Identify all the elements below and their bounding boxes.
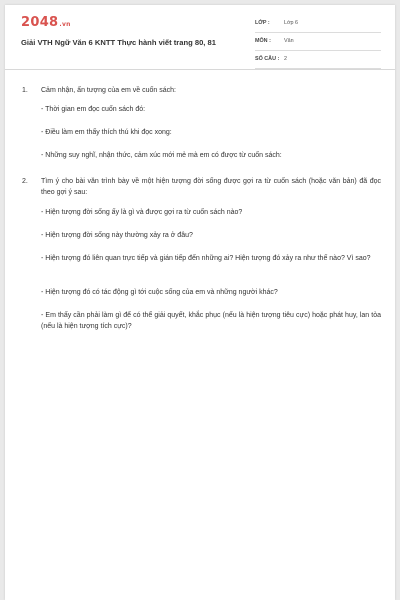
question-1-item-3: - Những suy nghĩ, nhận thức, cảm xúc mới mẻ mà em có được từ cuốn sách: (41, 152, 282, 159)
question-2-item-4: - Hiện tượng đó có tác động gì tới cuộc sống của em và những người khác? (41, 289, 278, 296)
meta-count-value: 2 (284, 56, 287, 62)
meta-subject-value: Văn (284, 38, 294, 44)
question-2-item-2: - Hiện tượng đời sống này thường xảy ra ở đâu? (41, 232, 193, 239)
logo-text: 2048 (21, 15, 59, 30)
document-page (5, 5, 395, 600)
question-2-item-1: - Hiện tượng đời sống ấy là gì và được gợi ra từ cuốn sách nào? (41, 209, 243, 216)
document-title: Giải VTH Ngữ Văn 6 KNTT Thực hành viết trang 80, 81 (21, 38, 216, 47)
site-logo[interactable] (21, 15, 71, 33)
meta-class-row (255, 17, 381, 33)
question-1-number: 1. (22, 87, 28, 94)
question-2-prompt: Tìm ý cho bài văn trình bày về một hiện tượng đời sống được gợi ra từ cuốn sách (hoặc văn bản) đã đọc theo gợi ý sau: (41, 178, 381, 196)
meta-count-label: SỐ CÂU : (255, 56, 280, 62)
question-1-prompt: Cảm nhận, ấn tượng của em về cuốn sách: (41, 87, 176, 94)
document-meta (255, 17, 381, 71)
header-divider (5, 69, 395, 70)
question-1-item-1: - Thời gian em đọc cuốn sách đó: (41, 106, 146, 113)
question-2-item-5: - Em thấy cần phải làm gì để có thể giải quyết, khắc phục (nếu là hiện tượng tiêu cực) hoặc phát huy, lan tỏa (nếu là hiện tượng tích cực)? (41, 312, 381, 330)
meta-count-row (255, 53, 381, 69)
document-header (5, 5, 395, 67)
logo-suffix: .vn (59, 21, 71, 28)
question-2-number: 2. (22, 178, 28, 185)
meta-subject-label: MÔN : (255, 38, 271, 44)
question-1-item-2: - Điều làm em thấy thích thú khi đọc xong: (41, 129, 172, 136)
meta-class-label: LỚP : (255, 20, 270, 26)
meta-subject-row (255, 35, 381, 51)
question-2-item-3: - Hiện tượng đó liên quan trực tiếp và gián tiếp đến những ai? Hiện tượng đó xảy ra như thế nào? Vì sao? (41, 255, 371, 262)
meta-class-value: Lớp 6 (284, 20, 299, 26)
